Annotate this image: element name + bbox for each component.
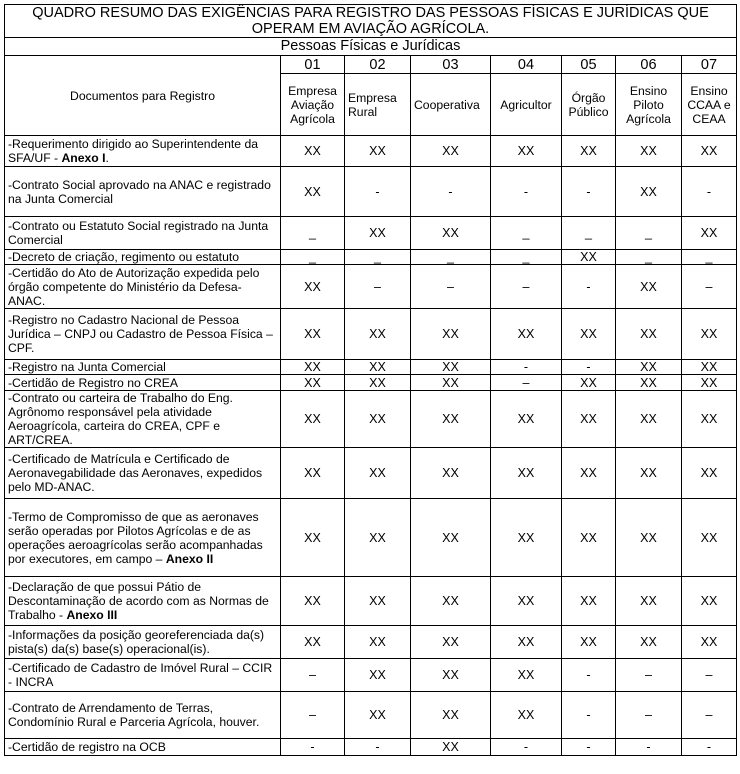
document-requirement (5, 739, 281, 756)
requirement-text: -Contrato ou Estatuto Social registrado na Junta Comercial (8, 219, 269, 247)
requirement-mark: XX (411, 577, 491, 626)
requirement-mark: - (345, 167, 411, 217)
requirement-mark: XX (411, 391, 491, 448)
requirement-mark: – (491, 265, 562, 309)
table-row (5, 499, 737, 577)
requirement-mark: XX (281, 375, 345, 391)
requirement-mark: XX (616, 309, 682, 360)
requirement-mark: - (616, 739, 682, 756)
requirement-text: -Certificado de Matrícula e Certificado de Aeronavegabilidade das Aeronaves, expedidos pelo MD-ANAC. (8, 452, 263, 494)
requirement-mark: - (682, 167, 737, 217)
requirement-mark: XX (281, 136, 345, 167)
column-number: 05 (562, 56, 616, 74)
document-requirement (5, 250, 281, 265)
requirement-mark: - (491, 739, 562, 756)
document-requirement (5, 375, 281, 391)
requirement-mark: XX (682, 309, 737, 360)
table-row (5, 167, 737, 217)
requirement-text: -Decreto de criação, regimento ou estatuto (8, 250, 240, 264)
requirement-mark: XX (682, 217, 737, 250)
requirement-mark: XX (562, 499, 616, 577)
document-requirement (5, 499, 281, 577)
requirement-mark: XX (616, 577, 682, 626)
requirement-mark: _ (281, 250, 345, 265)
table-title: QUADRO RESUMO DAS EXIGÊNCIAS PARA REGISTRO DAS PESSOAS FÍSICAS E JURÍDICAS QUE OPERAM EM AVIAÇÃO AGRÍCOLA. (5, 5, 737, 38)
requirement-mark: XX (491, 448, 562, 499)
requirement-mark: – (281, 659, 345, 692)
table-row (5, 217, 737, 250)
requirement-mark: – (281, 692, 345, 739)
requirement-mark: – (345, 265, 411, 309)
requirement-mark: XX (491, 499, 562, 577)
requirement-text: -Contrato ou carteira de Trabalho do Eng. Agrônomo responsável pela atividade Aeroagrícola, carteira do CREA, CPF e ART/CREA. (8, 391, 233, 447)
annex-reference: Anexo II (165, 551, 214, 566)
category-header: Órgão Público (562, 74, 616, 136)
column-number: 02 (345, 56, 411, 74)
column-number: 03 (411, 56, 491, 74)
requirement-mark: XX (411, 360, 491, 375)
requirement-mark: - (682, 739, 737, 756)
requirement-mark: XX (345, 136, 411, 167)
requirement-mark: XX (281, 360, 345, 375)
requirement-mark: XX (411, 309, 491, 360)
requirement-mark: XX (491, 692, 562, 739)
requirement-mark: - (345, 739, 411, 756)
requirement-mark: _ (281, 217, 345, 250)
requirement-mark: XX (616, 375, 682, 391)
table-subtitle: Pessoas Físicas e Jurídicas (5, 38, 737, 56)
requirement-mark: XX (345, 659, 411, 692)
requirement-mark: XX (411, 499, 491, 577)
requirement-mark: _ (491, 250, 562, 265)
requirement-mark: _ (345, 250, 411, 265)
category-header: Ensino CCAA e CEAA (682, 74, 737, 136)
document-requirement (5, 577, 281, 626)
requirement-mark: XX (491, 136, 562, 167)
requirement-mark: XX (616, 499, 682, 577)
requirement-mark: XX (616, 167, 682, 217)
requirement-mark: XX (281, 626, 345, 659)
requirement-mark: – (616, 692, 682, 739)
requirement-mark: - (562, 167, 616, 217)
requirement-mark: XX (411, 739, 491, 756)
annex-reference: Anexo III (66, 608, 118, 622)
category-header: Cooperativa (411, 74, 491, 136)
requirement-mark: – (682, 659, 737, 692)
requirement-mark: XX (281, 499, 345, 577)
requirement-mark: XX (345, 626, 411, 659)
table-row (5, 250, 737, 265)
requirement-mark: XX (411, 626, 491, 659)
table-row (5, 692, 737, 739)
requirement-mark: XX (411, 217, 491, 250)
requirement-text: -Certidão de Registro no CREA (8, 375, 179, 390)
requirement-mark: XX (682, 577, 737, 626)
requirement-mark: - (562, 739, 616, 756)
requirement-mark: XX (281, 167, 345, 217)
table-row (5, 391, 737, 448)
document-page (4, 4, 736, 756)
requirement-mark: XX (682, 499, 737, 577)
requirement-mark: _ (682, 250, 737, 265)
requirement-mark: XX (411, 375, 491, 391)
requirement-mark: XX (682, 626, 737, 659)
annex-reference: Anexo I (61, 151, 106, 165)
requirement-mark: _ (491, 217, 562, 250)
document-requirement (5, 167, 281, 217)
requirement-mark: - (491, 167, 562, 217)
requirement-mark: XX (562, 577, 616, 626)
requirement-text: -Registro na Junta Comercial (8, 360, 166, 374)
requirement-mark: – (616, 659, 682, 692)
requirement-mark: XX (491, 577, 562, 626)
document-requirement (5, 360, 281, 375)
requirement-mark: - (562, 659, 616, 692)
requirement-mark: XX (682, 375, 737, 391)
requirement-mark: XX (345, 692, 411, 739)
requirement-mark: - (562, 692, 616, 739)
document-requirement (5, 692, 281, 739)
requirement-mark: XX (682, 391, 737, 448)
requirements-table (4, 4, 737, 756)
document-requirement (5, 391, 281, 448)
requirement-text: -Certidão do Ato de Autorização expedida pelo órgão competente do Ministério da Defesa-ANAC. (8, 265, 260, 308)
requirement-mark: XX (616, 626, 682, 659)
requirement-mark: – (411, 265, 491, 309)
document-requirement (5, 265, 281, 309)
requirement-mark: XX (281, 577, 345, 626)
requirement-mark: XX (345, 448, 411, 499)
table-row (5, 626, 737, 659)
requirement-mark: XX (616, 265, 682, 309)
requirement-mark: - (281, 739, 345, 756)
requirement-mark: XX (411, 692, 491, 739)
table-row (5, 448, 737, 499)
document-requirement (5, 309, 281, 360)
requirement-mark: XX (562, 391, 616, 448)
documents-header: Documentos para Registro (5, 56, 281, 136)
requirement-mark: XX (411, 136, 491, 167)
document-requirement (5, 217, 281, 250)
requirement-mark: XX (411, 448, 491, 499)
requirement-text: -Contrato Social aprovado na ANAC e registrado na Junta Comercial (8, 177, 271, 206)
requirement-mark: XX (491, 626, 562, 659)
requirement-text: -Termo de Compromisso de que as aeronaves serão operadas por Pilotos Agrícolas e de as operações aeroagrícolas serão acompanhadas por executores, em campo – (8, 509, 263, 566)
requirement-mark: XX (345, 375, 411, 391)
requirement-mark: XX (562, 309, 616, 360)
column-number-row (5, 56, 737, 74)
table-row (5, 136, 737, 167)
requirement-mark: XX (281, 309, 345, 360)
requirement-mark: XX (616, 448, 682, 499)
requirement-mark: _ (562, 217, 616, 250)
requirement-mark: XX (562, 375, 616, 391)
requirement-text: -Informações da posição georeferenciada da(s) pista(s) da(s) base(s) operacional(is). (8, 628, 265, 656)
requirement-mark: XX (616, 136, 682, 167)
requirement-mark: XX (682, 360, 737, 375)
column-number: 04 (491, 56, 562, 74)
table-row (5, 659, 737, 692)
document-requirement (5, 136, 281, 167)
category-header: Agricultor (491, 74, 562, 136)
requirement-mark: - (411, 167, 491, 217)
requirement-text: -Certidão de registro na OCB (8, 740, 166, 754)
requirement-mark: XX (616, 360, 682, 375)
category-header: Empresa Aviação Agrícola (281, 74, 345, 136)
table-row (5, 309, 737, 360)
column-number: 07 (682, 56, 737, 74)
requirement-mark: XX (616, 391, 682, 448)
requirement-mark: _ (411, 250, 491, 265)
requirement-mark: XX (281, 265, 345, 309)
requirement-mark: XX (682, 136, 737, 167)
requirement-mark: XX (491, 659, 562, 692)
requirement-mark: – (491, 375, 562, 391)
requirement-mark: XX (281, 391, 345, 448)
requirement-mark: XX (491, 309, 562, 360)
table-row (5, 577, 737, 626)
requirement-mark: _ (616, 217, 682, 250)
requirement-text: -Certificado de Cadastro de Imóvel Rural – CCIR - INCRA (8, 661, 273, 689)
requirement-mark: – (682, 265, 737, 309)
requirement-mark: XX (345, 577, 411, 626)
requirement-mark: XX (345, 391, 411, 448)
column-number: 06 (616, 56, 682, 74)
requirement-mark: XX (411, 659, 491, 692)
requirement-mark: XX (562, 250, 616, 265)
requirement-mark: XX (281, 448, 345, 499)
category-header: Ensino Piloto Agrícola (616, 74, 682, 136)
requirement-text: -Requerimento dirigido ao Superintendente da SFA/UF - (8, 137, 259, 165)
table-row (5, 375, 737, 391)
document-requirement (5, 448, 281, 499)
requirement-text: -Contrato de Arrendamento de Terras, Condomínio Rural e Parceria Agrícola, houver. (8, 701, 260, 729)
requirement-mark: - (562, 265, 616, 309)
requirement-mark: - (562, 360, 616, 375)
requirement-mark: XX (345, 217, 411, 250)
requirement-mark: – (682, 692, 737, 739)
requirement-suffix: . (105, 151, 109, 165)
requirement-mark: XX (345, 309, 411, 360)
table-row (5, 739, 737, 756)
requirement-mark: _ (616, 250, 682, 265)
requirement-mark: XX (562, 136, 616, 167)
document-requirement (5, 659, 281, 692)
table-row (5, 265, 737, 309)
column-number: 01 (281, 56, 345, 74)
document-requirement (5, 626, 281, 659)
requirement-text: -Registro no Cadastro Nacional de Pessoa Jurídica – CNPJ ou Cadastro de Pessoa Física – CPF. (8, 313, 273, 355)
requirement-mark: XX (345, 360, 411, 375)
requirement-mark: XX (682, 448, 737, 499)
requirement-text: -Declaração de que possui Pátio de Descontaminação de acordo com as Normas de Trabalho - (8, 580, 269, 622)
requirement-mark: XX (491, 391, 562, 448)
requirement-mark: XX (562, 448, 616, 499)
table-row (5, 360, 737, 375)
requirement-mark: XX (345, 499, 411, 577)
requirement-mark: XX (562, 626, 616, 659)
requirement-mark: - (491, 360, 562, 375)
category-header: Empresa Rural (345, 74, 411, 136)
